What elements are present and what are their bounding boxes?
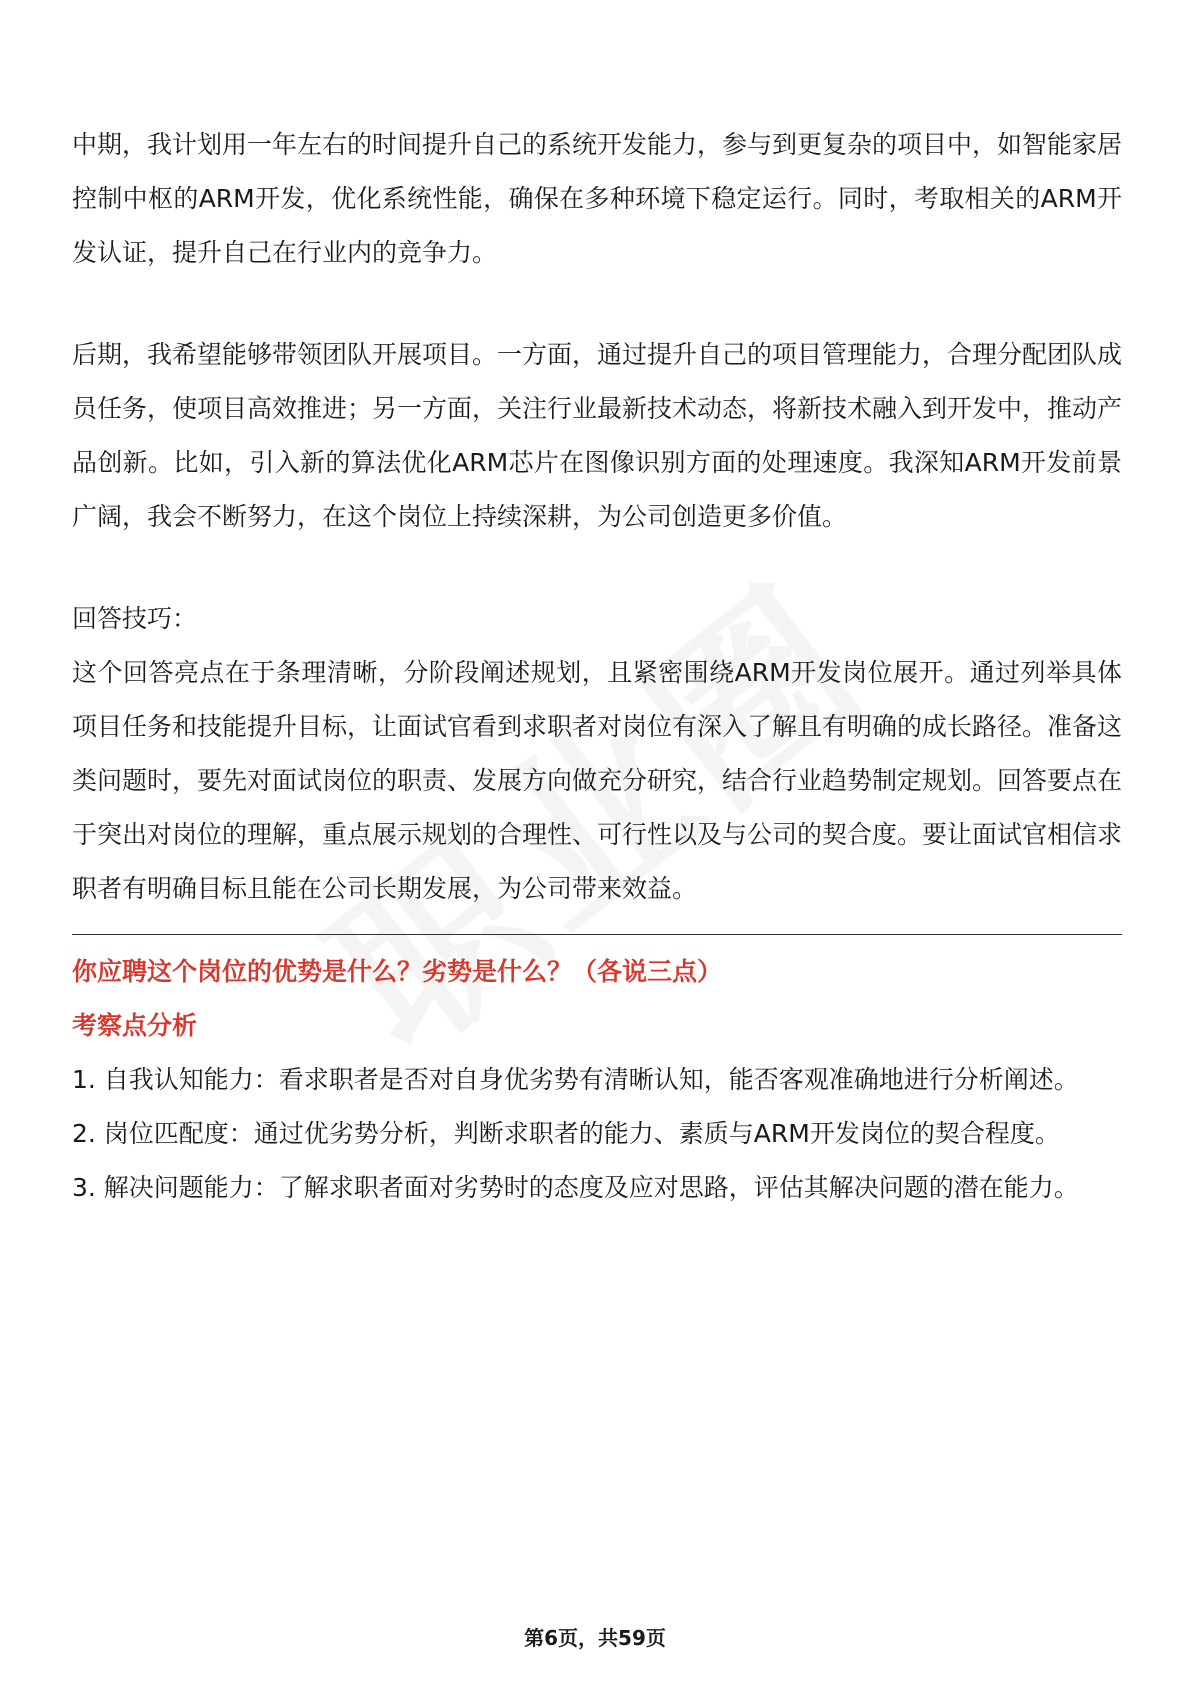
- analysis-point-1: 1. 自我认知能力：看求职者是否对自身优劣势有清晰认知，能否客观准确地进行分析阐述。: [72, 1065, 1079, 1094]
- page-content: [72, 118, 1122, 1215]
- tips-body: 这个回答亮点在于条理清晰，分阶段阐述规划，且紧密围绕ARM开发岗位展开。通过列举具体项目任务和技能提升目标，让面试官看到求职者对岗位有深入了解且有明确的成长路径。准备这类问题时，要先对面试岗位的职责、发展方向做充分研究，结合行业趋势制定规划。回答要点在于突出对岗位的理解，重点展示规划的合理性、可行性以及与公司的契合度。要让面试官相信求职者有明确目标且能在公司长期发展，为公司带来效益。: [72, 658, 1123, 903]
- paragraph-late-term: 后期，我希望能够带领团队开展项目。一方面，通过提升自己的项目管理能力，合理分配团队成员任务，使项目高效推进；另一方面，关注行业最新技术动态，将新技术融入到开发中，推动产品创新。比如，引入新的算法优化ARM芯片在图像识别方面的处理速度。我深知ARM开发前景广阔，我会不断努力，在这个岗位上持续深耕，为公司创造更多价值。: [72, 340, 1123, 531]
- page-number-footer: 第6页，共59页: [524, 1626, 666, 1650]
- analysis-point-3: 3. 解决问题能力：了解求职者面对劣势时的态度及应对思路，评估其解决问题的潜在能力。: [72, 1173, 1079, 1202]
- question-title: 你应聘这个岗位的优势是什么？劣势是什么？（各说三点）: [72, 957, 723, 986]
- analysis-point-2: 2. 岗位匹配度：通过优劣势分析，判断求职者的能力、素质与ARM开发岗位的契合程度。: [72, 1119, 1060, 1148]
- paragraph-mid-term: 中期，我计划用一年左右的时间提升自己的系统开发能力，参与到更复杂的项目中，如智能家居控制中枢的ARM开发，优化系统性能，确保在多种环境下稳定运行。同时，考取相关的ARM开发认证，提升自己在行业内的竞争力。: [72, 130, 1123, 267]
- section-divider: [72, 934, 1122, 935]
- analysis-heading: 考察点分析: [72, 1011, 198, 1040]
- tips-label: 回答技巧：: [72, 604, 198, 633]
